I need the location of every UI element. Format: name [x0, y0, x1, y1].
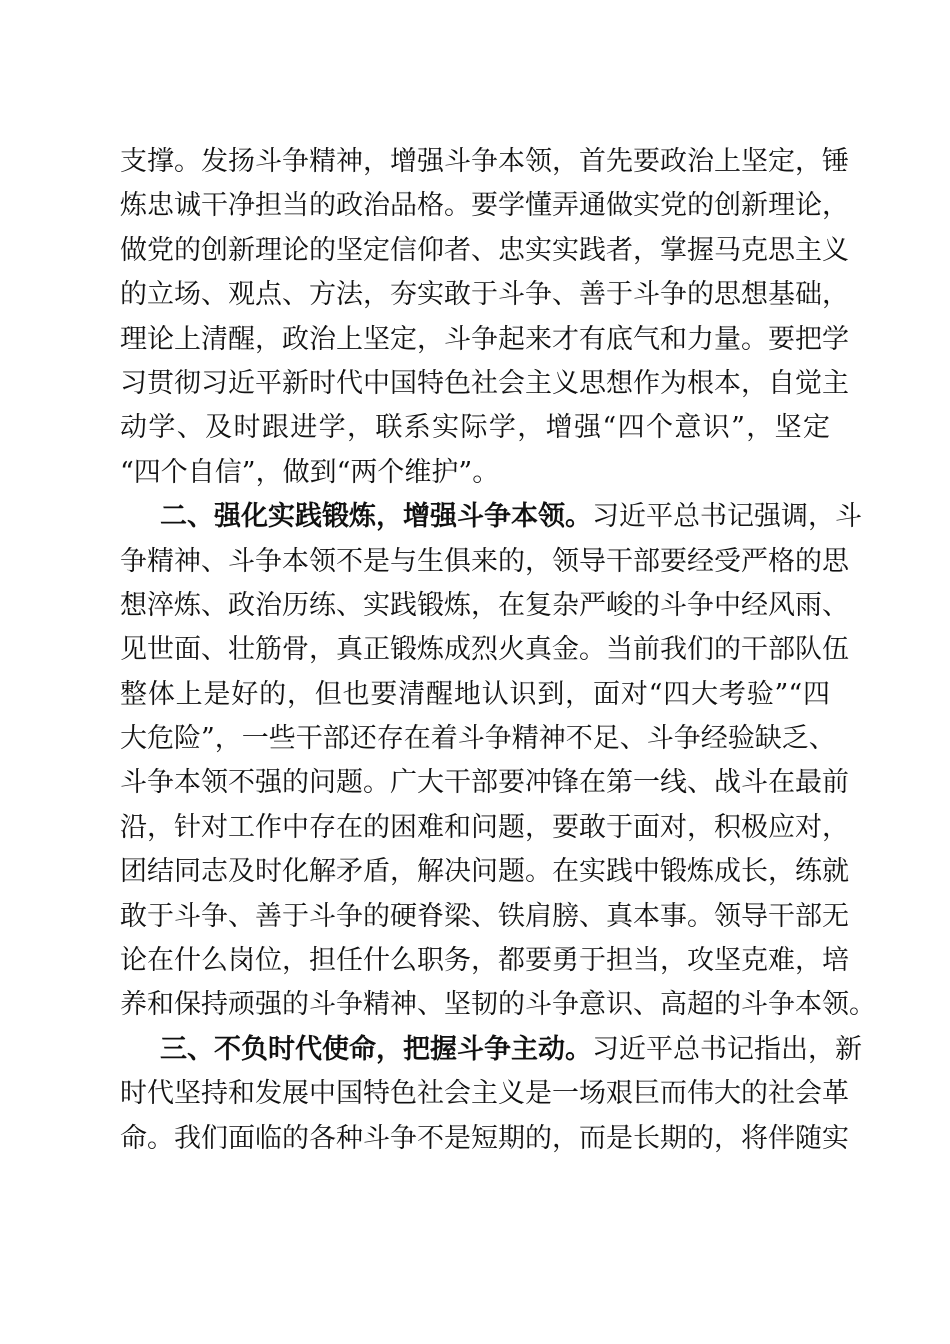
section-2-first-line — [120, 495, 862, 539]
section-3-first-line-text: 习近平总书记指出，新 — [592, 1033, 862, 1065]
section-3-line: 时代坚持和发展中国特色社会主义是一场艰巨而伟大的社会革 — [120, 1078, 849, 1110]
body-line-3: 做党的创新理论的坚定信仰者、忠实实践者，掌握马克思主义 — [120, 234, 849, 266]
body-line-5: 理论上清醒，政治上坚定，斗争起来才有底气和力量。要把学 — [120, 323, 849, 355]
document-body — [120, 140, 876, 1161]
section-3-first-line — [120, 1028, 862, 1072]
section-2-line: 大危险”，一些干部还存在着斗争精神不足、斗争经验缺乏、 — [120, 723, 836, 755]
section-2-line: 论在什么岗位，担任什么职务，都要勇于担当，攻坚克难，培 — [120, 945, 849, 977]
section-2-line: 想淬炼、政治历练、实践锻炼，在复杂严峻的斗争中经风雨、 — [120, 589, 849, 621]
section-2-line: 敢于斗争、善于斗争的硬脊梁、铁肩膀、真本事。领导干部无 — [120, 900, 849, 932]
body-line-7: 动学、及时跟进学，联系实际学，增强“四个意识”，坚定 — [120, 412, 830, 444]
body-line-2: 炼忠诚干净担当的政治品格。要学懂弄通做实党的创新理论， — [120, 190, 849, 222]
section-2-line: 养和保持顽强的斗争精神、坚韧的斗争意识、高超的斗争本领。 — [120, 989, 876, 1021]
section-2-line: 见世面、壮筋骨，真正锻炼成烈火真金。当前我们的干部队伍 — [120, 634, 849, 666]
section-2-first-line-text: 习近平总书记强调，斗 — [592, 501, 862, 533]
section-3-line: 命。我们面临的各种斗争不是短期的，而是长期的，将伴随实 — [120, 1122, 849, 1154]
section-2-line: 斗争本领不强的问题。广大干部要冲锋在第一线、战斗在最前 — [120, 767, 849, 799]
body-line-8: “四个自信”，做到“两个维护”。 — [120, 456, 500, 488]
section-3-heading: 三、不负时代使命，把握斗争主动。 — [160, 1033, 592, 1065]
section-2-line: 沿，针对工作中存在的困难和问题，要敢于面对，积极应对， — [120, 811, 849, 843]
section-2-line: 整体上是好的，但也要清醒地认识到，面对“四大考验”“四 — [120, 678, 830, 710]
section-2-line: 争精神、斗争本领不是与生俱来的，领导干部要经受严格的思 — [120, 545, 849, 577]
body-line-4: 的立场、观点、方法，夯实敢于斗争、善于斗争的思想基础， — [120, 279, 849, 311]
section-2-line: 团结同志及时化解矛盾，解决问题。在实践中锻炼成长，练就 — [120, 856, 849, 888]
body-line-6: 习贯彻习近平新时代中国特色社会主义思想作为根本，自觉主 — [120, 367, 849, 399]
body-line-1: 支撑。发扬斗争精神，增强斗争本领，首先要政治上坚定，锤 — [120, 146, 849, 177]
section-2-heading: 二、强化实践锻炼，增强斗争本领。 — [160, 501, 592, 533]
